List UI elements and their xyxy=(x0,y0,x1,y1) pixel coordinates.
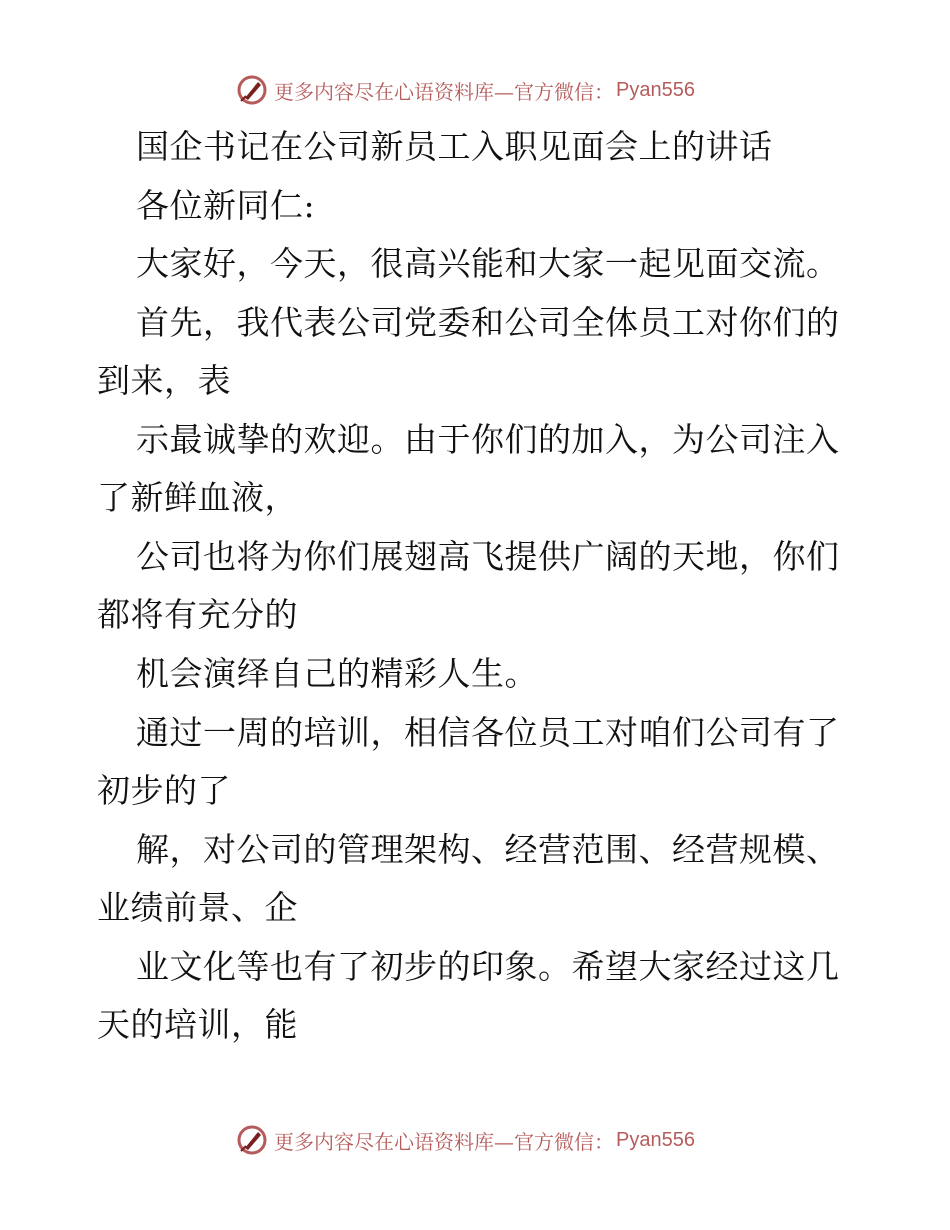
paragraph-line: 业文化等也有了初步的印象。希望大家经过这几 xyxy=(136,947,840,986)
watermark-text: 更多内容尽在心语资料库—官方微信： xyxy=(274,1129,614,1154)
paragraph-line: 通过一周的培训，相信各位员工对咱们公司有了 xyxy=(136,713,840,752)
document-title: 国企书记在公司新员工入职见面会上的讲话 xyxy=(136,127,773,166)
paragraph-line: 首先，我代表公司党委和公司全体员工对你们的 xyxy=(136,303,840,342)
watermark-wechat-id: Pyan556 xyxy=(616,1128,695,1151)
paragraph-line: 业绩前景、企 xyxy=(97,888,298,927)
paragraph-line: 机会演绎自己的精彩人生。 xyxy=(136,654,538,693)
salutation: 各位新同仁: xyxy=(136,186,316,225)
paragraph-line: 示最诚挚的欢迎。由于你们的加入，为公司注入 xyxy=(136,420,840,459)
paragraph-line: 解，对公司的管理架构、经营范围、经营规模、 xyxy=(136,830,840,869)
footer-watermark xyxy=(236,1123,695,1157)
paragraph-line: 大家好，今天，很高兴能和大家一起见面交流。 xyxy=(136,244,840,283)
paragraph-line: 初步的了 xyxy=(97,771,231,810)
paragraph-line: 公司也将为你们展翅高飞提供广阔的天地，你们 xyxy=(136,537,840,576)
paragraph-line: 都将有充分的 xyxy=(97,595,298,634)
feather-pen-logo-icon xyxy=(236,1124,268,1156)
watermark-wechat-id: Pyan556 xyxy=(616,78,695,101)
paragraph-line: 天的培训，能 xyxy=(97,1005,298,1044)
paragraph-line: 到来，表 xyxy=(97,361,231,400)
paragraph-line: 了新鲜血液， xyxy=(97,478,298,517)
watermark-text: 更多内容尽在心语资料库—官方微信： xyxy=(274,79,614,104)
